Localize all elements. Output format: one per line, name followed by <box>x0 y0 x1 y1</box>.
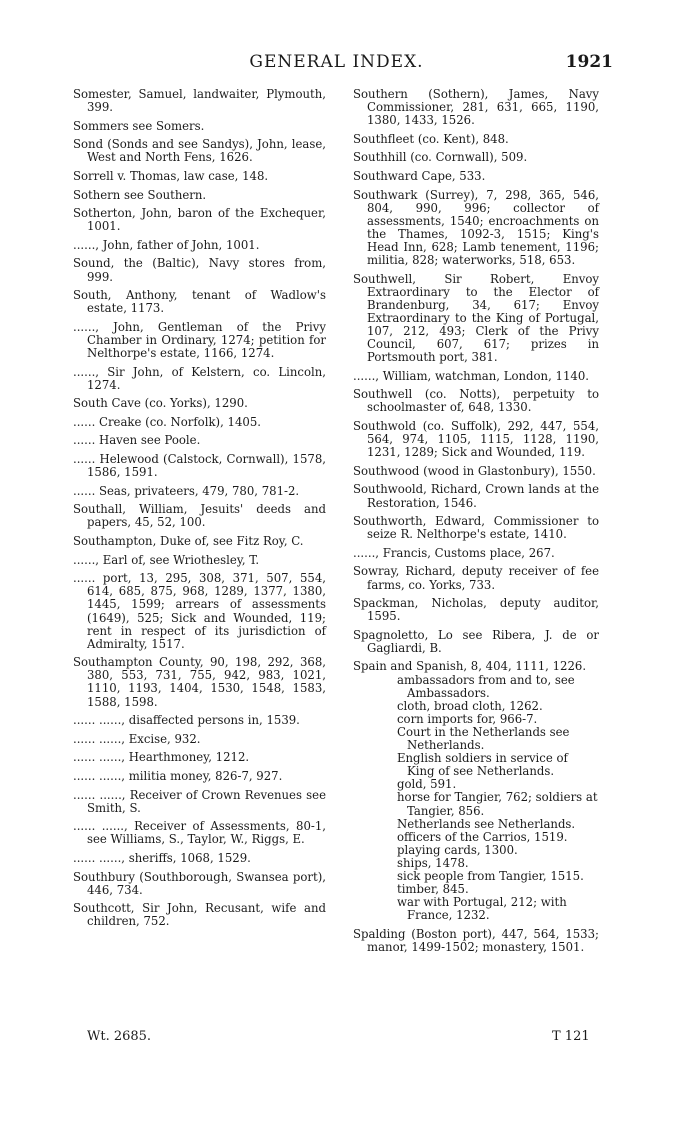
index-entry: ......, John, Gentleman of the Privy Chamber in Ordinary, 1274; petition for Nelthorpe's estate, 1166, 1274. <box>73 319 326 360</box>
spain-subentry: timber, 845. <box>397 882 469 897</box>
index-entry: ...... ......, disaffected persons in, 1539. <box>73 713 300 728</box>
index-entry: Southwell (co. Notts), perpetuity to schoolmaster of, 648, 1330. <box>353 387 599 415</box>
index-entry: Spalding (Boston port), 447, 564, 1533; manor, 1499-1502; monastery, 1501. <box>353 926 599 954</box>
spain-subentry: sick people from Tangier, 1515. <box>397 868 584 883</box>
footer-print-code: Wt. 2685. <box>87 1029 152 1044</box>
index-entry: Southwark (Surrey), 7, 298, 365, 546, 804, 990, 996; collector of assessments, 1540; encroachments on the Thames, 1092-3, 1515; King's Head Inn, 628; Lamb tenement, 1196; militia, 828; waterworks, 518, 653. <box>353 187 599 268</box>
index-entry: Southwood (wood in Glastonbury), 1550. <box>353 463 596 478</box>
index-entry: Southbury (Southborough, Swansea port), 446, 734. <box>73 869 326 897</box>
index-entry: ...... ......, Receiver of Crown Revenues see Smith, S. <box>73 787 326 815</box>
page-title: GENERAL INDEX. <box>249 52 424 72</box>
index-entry: Southworth, Edward, Commissioner to seize R. Nelthorpe's estate, 1410. <box>353 514 599 542</box>
index-entry: Sorrell v. Thomas, law case, 148. <box>73 168 269 183</box>
index-entry: Southcott, Sir John, Recusant, wife and children, 752. <box>73 901 326 929</box>
footer-signature-mark: T 121 <box>552 1029 590 1044</box>
spain-entry-head: Spain and Spanish, 8, 404, 1111, 1226. <box>353 659 587 674</box>
index-entry: South, Anthony, tenant of Wadlow's estate, 1173. <box>73 288 326 316</box>
index-entry: ...... ......, Hearthmoney, 1212. <box>73 750 250 765</box>
index-entry: ......, John, father of John, 1001. <box>73 237 260 252</box>
index-entry: ...... ......, sheriffs, 1068, 1529. <box>73 850 251 865</box>
index-entry: Southwold (co. Suffolk), 292, 447, 554, 564, 974, 1105, 1115, 1128, 1190, 1231, 1289; Sick and Wounded, 119. <box>353 419 599 460</box>
index-entry: South Cave (co. Yorks), 1290. <box>73 396 248 411</box>
spain-subentry: horse for Tangier, 762; soldiers at Tangier, 856. <box>397 790 598 818</box>
index-entry: Southampton, Duke of, see Fitz Roy, C. <box>73 534 304 549</box>
spain-subentry: English soldiers in service of King of see Netherlands. <box>397 751 568 779</box>
index-entry: ......, Sir John, of Kelstern, co. Lincoln, 1274. <box>73 364 326 392</box>
index-entry: ...... Helewood (Calstock, Cornwall), 1578, 1586, 1591. <box>73 452 326 480</box>
page-header <box>0 52 673 78</box>
column-divider <box>342 88 343 1018</box>
index-entry: Southwell, Sir Robert, Envoy Extraordinary to the Elector of Brandenburg, 34, 617; Envoy Extraordinary to the King of Portugal, 107, 212, 493; Clerk of the Privy Council, 607, 617; prizes in Portsmouth port, 381. <box>353 271 599 365</box>
right-column <box>353 88 599 960</box>
index-entry: Southwoold, Richard, Crown lands at the Restoration, 1546. <box>353 482 599 510</box>
index-entry: Somester, Samuel, landwaiter, Plymouth, 399. <box>73 87 326 115</box>
index-entry: Southall, William, Jesuits' deeds and papers, 45, 52, 100. <box>73 502 326 530</box>
index-entry: Sond (Sonds and see Sandys), John, lease, West and North Fens, 1626. <box>73 137 326 165</box>
index-entry: Southhill (co. Cornwall), 509. <box>353 150 528 165</box>
index-entry: Southward Cape, 533. <box>353 168 486 183</box>
index-entry: Southfleet (co. Kent), 848. <box>353 131 509 146</box>
spain-subentry: officers of the Carrios, 1519. <box>397 829 568 844</box>
index-entry: Spackman, Nicholas, deputy auditor, 1595. <box>353 596 599 624</box>
index-entry: ......, William, watchman, London, 1140. <box>353 368 589 383</box>
page-number: 1921 <box>565 52 613 72</box>
spain-subentry: ships, 1478. <box>397 855 469 870</box>
spain-entry <box>353 660 599 922</box>
index-entry: ......, Francis, Customs place, 267. <box>353 545 555 560</box>
index-entry: Sound, the (Baltic), Navy stores from, 999. <box>73 256 326 284</box>
index-entry: ...... Creake (co. Norfolk), 1405. <box>73 414 261 429</box>
spain-subentry: Netherlands see Netherlands. <box>397 816 576 831</box>
index-entry: Sowray, Richard, deputy receiver of fee farms, co. Yorks, 733. <box>353 564 599 592</box>
spain-subentry: cloth, broad cloth, 1262. <box>397 698 543 713</box>
index-entry: ...... port, 13, 295, 308, 371, 507, 554, 614, 685, 875, 968, 1289, 1377, 1380, 1445, 1599; arrears of assessments (1649), 525; Sick and Wounded, 119; rent in respect of its jurisdiction of Admiralty, 1517. <box>73 571 326 651</box>
index-entry: Southern (Sothern), James, Navy Commissioner, 281, 631, 665, 1190, 1380, 1433, 1526. <box>353 87 599 128</box>
spain-subentry: corn imports for, 966-7. <box>397 711 538 726</box>
index-entry: Spagnoletto, Lo see Ribera, J. de or Gagliardi, B. <box>353 627 599 655</box>
index-entry: ...... ......, militia money, 826-7, 927. <box>73 768 283 783</box>
spain-subentry: Court in the Netherlands see Netherlands. <box>397 724 570 753</box>
index-entry: ...... Haven see Poole. <box>73 433 201 448</box>
index-entry: ......, Earl of, see Wriothesley, T. <box>73 552 260 567</box>
spain-subentry: playing cards, 1300. <box>397 842 518 857</box>
spain-subentry: gold, 591. <box>397 777 457 792</box>
index-entry: Southampton County, 90, 198, 292, 368, 380, 553, 731, 755, 942, 983, 1021, 1110, 1193, 1404, 1530, 1548, 1583, 1588, 1598. <box>73 655 326 709</box>
index-entry: Sommers see Somers. <box>73 118 205 133</box>
spain-subentry: ambassadors from and to, see Ambassadors. <box>397 672 575 700</box>
index-entry: ...... ......, Receiver of Assessments, 80-1, see Williams, S., Taylor, W., Riggs, E. <box>73 819 326 847</box>
index-entry: ...... Seas, privateers, 479, 780, 781-2. <box>73 483 300 498</box>
index-entry: Sotherton, John, baron of the Exchequer, 1001. <box>73 206 326 234</box>
left-column <box>73 88 326 934</box>
index-entry: ...... ......, Excise, 932. <box>73 731 201 746</box>
spain-subentry: war with Portugal, 212; with France, 1232. <box>397 895 567 923</box>
index-entry: Sothern see Southern. <box>73 187 207 202</box>
